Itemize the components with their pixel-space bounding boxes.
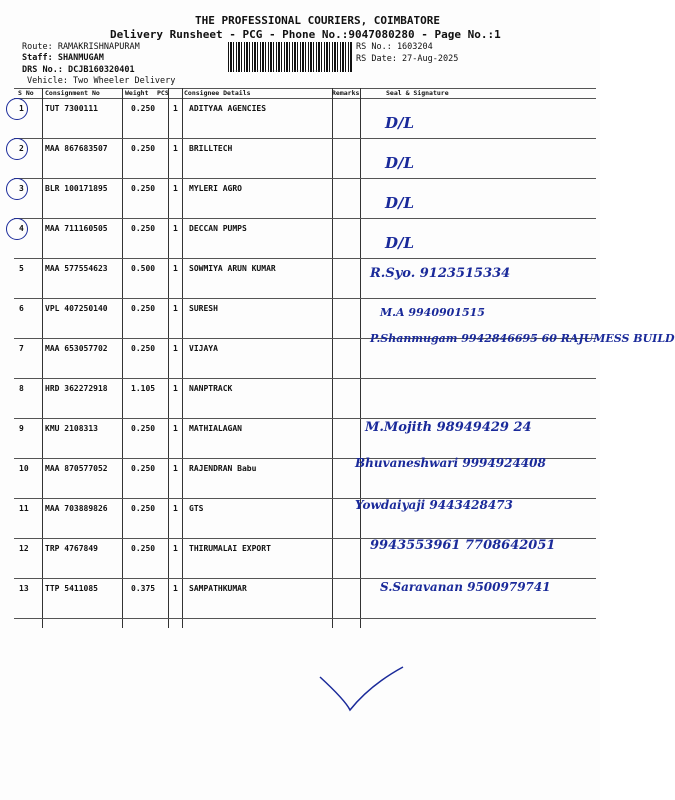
row-pcs: 1 [173,344,178,353]
row-pcs: 1 [173,304,178,313]
handwritten-signature: D/L [385,234,415,252]
row-consignee: GTS [189,504,204,513]
row-sno: 6 [19,304,24,313]
rs-number: RS No.: 1603204 [356,42,433,52]
col-remarks: Remarks [332,89,360,97]
row-consignee: MATHIALAGAN [189,424,242,433]
handwritten-signature: D/L [385,154,415,172]
company-title: THE PROFESSIONAL COURIERS, COIMBATORE [195,14,441,27]
row-pcs: 1 [173,104,178,113]
row-pcs: 1 [173,184,178,193]
table-row [14,378,596,418]
vehicle: Vehicle: Two Wheeler Delivery [27,76,176,86]
row-sno: 5 [19,264,24,273]
handwritten-signature: M.A 9940901515 [380,306,485,319]
handwritten-signature: Bhuvaneshwari 9994924408 [355,456,546,470]
row-sno: 7 [19,344,24,353]
row-pcs: 1 [173,584,178,593]
handwritten-signature: Yowdaiyaji 9443428473 [355,498,513,512]
row-sno: 10 [19,464,29,473]
circle-mark-icon [6,138,28,160]
col-consignment: Consignment No [45,89,100,97]
row-consignment-no: MAA 867683507 [45,144,108,153]
table-row [14,258,596,298]
table-row [14,138,596,178]
row-pcs: 1 [173,264,178,273]
row-sno: 1 [19,104,24,113]
row-sno: 11 [19,504,29,513]
row-weight: 0.250 [131,424,156,433]
row-sno: 13 [19,584,29,593]
row-consignment-no: KMU 2108313 [45,424,98,433]
row-consignee: SURESH [189,304,218,313]
row-consignee: DECCAN PUMPS [189,224,247,233]
row-sno: 2 [19,144,24,153]
table-row [14,178,596,218]
row-consignee: SAMPATHKUMAR [189,584,247,593]
row-pcs: 1 [173,144,178,153]
route: Route: RAMAKRISHNAPURAM [22,42,140,52]
row-pcs: 1 [173,504,178,513]
col-weight: Weight [125,89,149,97]
row-consignee: MYLERI AGRO [189,184,242,193]
circle-mark-icon [6,98,28,120]
row-consignment-no: MAA 703889826 [45,504,108,513]
handwritten-signature: P.Shanmugam 9942846695 60 RAJUMESS BUILD [370,332,675,345]
row-weight: 0.250 [131,104,156,113]
row-weight: 0.375 [131,584,156,593]
row-consignment-no: VPL 407250140 [45,304,108,313]
col-seal-signature: Seal & Signature [386,89,449,97]
row-weight: 0.250 [131,464,156,473]
table-row [14,458,596,498]
row-consignee: RAJENDRAN Babu [189,464,257,473]
table-row [14,578,596,618]
row-consignment-no: TUT 7300111 [45,104,98,113]
row-weight: 0.250 [131,344,156,353]
row-pcs: 1 [173,544,178,553]
row-consignment-no: TTP 5411085 [45,584,98,593]
row-consignment-no: TRP 4767849 [45,544,98,553]
handwritten-signature: D/L [385,114,415,132]
row-weight: 0.250 [131,544,156,553]
row-pcs: 1 [173,224,178,233]
row-consignment-no: BLR 100171895 [45,184,108,193]
circle-mark-icon [6,218,28,240]
row-weight: 0.250 [131,504,156,513]
handwritten-signature: 9943553961 7708642051 [370,538,556,553]
col-consignee: Consignee Details [184,89,251,97]
row-consignee: THIRUMALAI EXPORT [189,544,271,553]
row-pcs: 1 [173,384,178,393]
row-weight: 0.500 [131,264,156,273]
table-row [14,218,596,258]
row-consignment-no: MAA 711160505 [45,224,108,233]
row-weight: 0.250 [131,304,156,313]
row-sno: 9 [19,424,24,433]
handwritten-signature: S.Saravanan 9500979741 [380,580,551,594]
handwritten-signature: M.Mojith 98949429 24 [365,420,532,435]
row-sno: 8 [19,384,24,393]
row-weight: 1.105 [131,384,156,393]
row-consignment-no: HRD 362272918 [45,384,108,393]
row-consignee: SOWMIYA ARUN KUMAR [189,264,276,273]
row-consignee: ADITYAA AGENCIES [189,104,267,113]
runsheet-subtitle: Delivery Runsheet - PCG - Phone No.:9047080280 - Page No.:1 [110,28,501,41]
row-sno: 4 [19,224,24,233]
table-row [14,418,596,458]
col-sno: S No [18,89,34,97]
runsheet-table [14,88,675,628]
row-consignee: NANPTRACK [189,384,233,393]
tick-mark-icon [315,665,405,715]
row-consignment-no: MAA 577554623 [45,264,108,273]
table-row [14,498,596,538]
circle-mark-icon [6,178,28,200]
handwritten-signature: R.Syo. 9123515334 [370,266,511,281]
table-row [14,332,675,378]
row-pcs: 1 [173,464,178,473]
barcode [228,42,352,72]
row-consignment-no: MAA 870577052 [45,464,108,473]
drs-number: DRS No.: DCJB160320401 [22,65,135,75]
row-pcs: 1 [173,424,178,433]
row-consignee: VIJAYA [189,344,218,353]
row-weight: 0.250 [131,144,156,153]
staff: Staff: SHANMUGAM [22,53,104,63]
row-weight: 0.250 [131,224,156,233]
table-row [14,538,596,578]
col-pcs: PCS [157,89,169,97]
rs-date: RS Date: 27-Aug-2025 [356,54,459,64]
row-sno: 12 [19,544,29,553]
row-consignee: BRILLTECH [189,144,233,153]
table-row [14,98,596,138]
row-consignment-no: MAA 653057702 [45,344,108,353]
row-sno: 3 [19,184,24,193]
handwritten-signature: D/L [385,194,415,212]
row-weight: 0.250 [131,184,156,193]
